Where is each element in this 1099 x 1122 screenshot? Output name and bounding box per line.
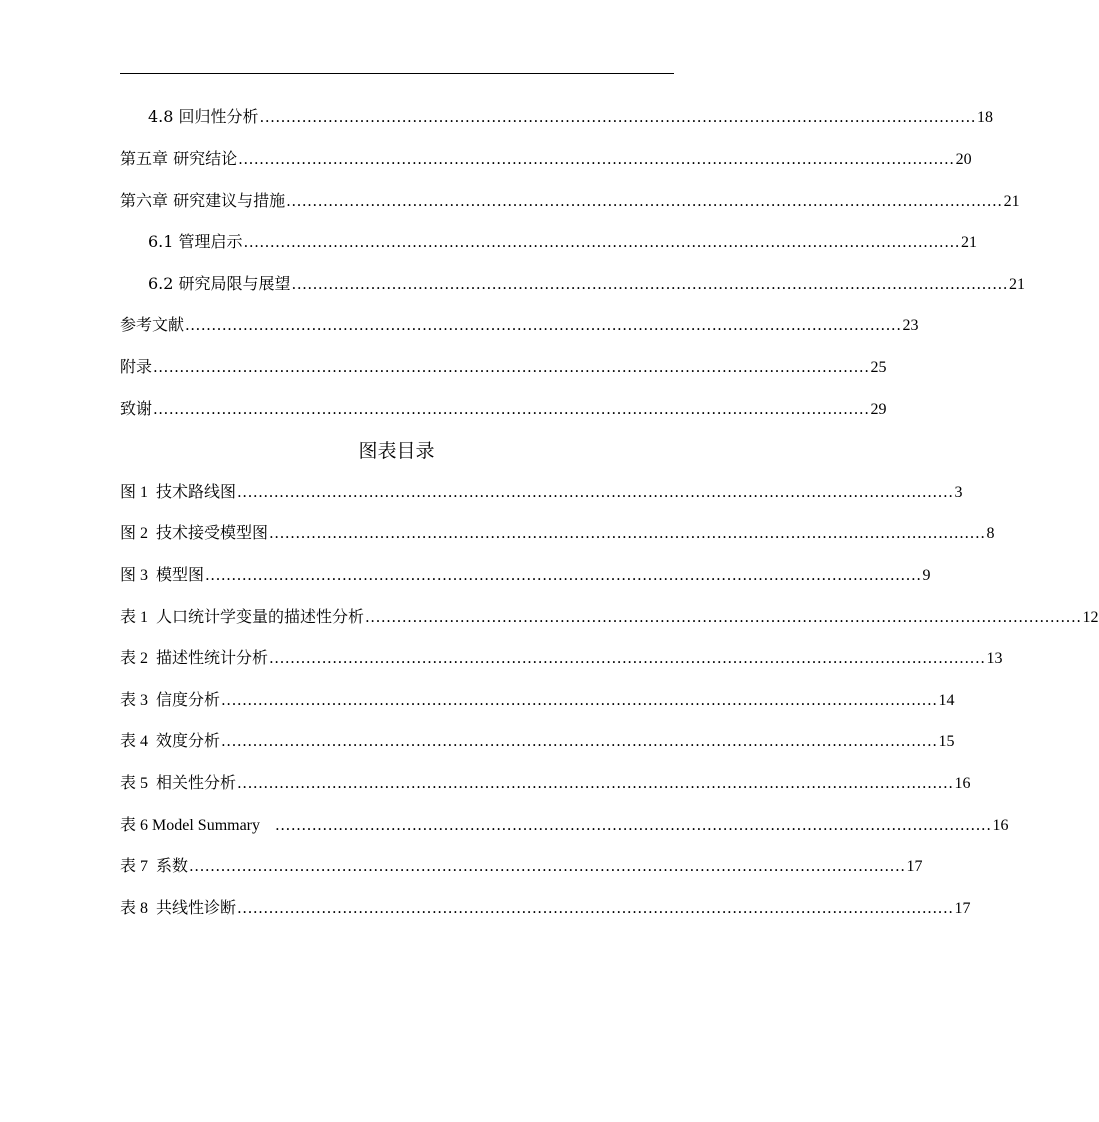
table-title: Model Summary — [152, 817, 261, 834]
toc-entry-page: 29 — [870, 401, 887, 418]
figure-entry[interactable] — [120, 480, 963, 504]
toc-entry[interactable] — [120, 355, 887, 379]
table-entry-page: 17 — [954, 900, 971, 917]
leader-dots: ........................................................................................................................................ — [153, 358, 870, 376]
table-entry[interactable] — [120, 771, 971, 795]
toc-entry-label: 附录 — [120, 357, 153, 376]
table-entry-page: 16 — [954, 775, 971, 792]
leader-dots: ........................................................................................................................................ — [221, 732, 938, 750]
header-rule — [120, 73, 674, 74]
table-prefix: 表 — [120, 731, 137, 750]
figure-entry-page: 3 — [954, 484, 963, 501]
table-prefix: 表 — [120, 898, 137, 917]
toc-entry-label: 6.1 管理启示 — [148, 232, 243, 251]
toc-entry[interactable] — [148, 230, 978, 254]
figure-prefix: 图 — [120, 482, 137, 501]
toc-entry[interactable] — [148, 272, 1026, 296]
leader-dots: ........................................................................................................................................ — [153, 400, 870, 418]
table-prefix: 表 — [120, 607, 137, 626]
table-entry-label — [120, 896, 236, 921]
leader-dots: ........................................................................................................................................ — [189, 857, 906, 875]
table-number: 8 — [140, 900, 149, 917]
leader-dots: ........................................................................................................................................ — [237, 774, 954, 792]
table-number: 3 — [140, 692, 149, 709]
leader-dots: ........................................................................................................................................ — [243, 233, 961, 251]
figure-prefix: 图 — [120, 565, 137, 584]
leader-dots: ........................................................................................................................................ — [269, 524, 986, 542]
leader-dots: ........................................................................................................................................ — [237, 899, 954, 917]
figure-number: 3 — [140, 567, 149, 584]
toc-entry-label: 致谢 — [120, 399, 153, 418]
table-number: 2 — [140, 650, 149, 667]
table-entry[interactable] — [120, 729, 955, 753]
table-prefix: 表 — [120, 856, 137, 875]
table-number: 6 — [140, 817, 149, 834]
table-prefix: 表 — [120, 690, 137, 709]
figure-title: 技术接受模型图 — [156, 523, 269, 542]
table-prefix: 表 — [120, 815, 137, 834]
table-title: 相关性分析 — [156, 773, 237, 792]
figure-entry[interactable] — [120, 521, 995, 545]
figure-entry-page: 8 — [986, 525, 995, 542]
toc-entry-page: 20 — [955, 151, 972, 168]
toc-entry-label: 6.2 研究局限与展望 — [148, 274, 291, 293]
table-entry-page: 14 — [938, 692, 955, 709]
toc-entry-label: 4.8 回归性分析 — [148, 107, 259, 126]
toc-entry[interactable] — [120, 397, 887, 421]
figure-entry-label — [120, 480, 236, 505]
table-number: 5 — [140, 775, 149, 792]
table-entry-page: 17 — [906, 858, 923, 875]
leader-dots: ........................................................................................................................................ — [221, 691, 938, 709]
table-entry-label — [120, 688, 220, 713]
leader-dots: ........................................................................................................................................ — [269, 649, 986, 667]
figure-entry-page: 9 — [922, 567, 931, 584]
toc-entry-page: 21 — [961, 234, 978, 251]
figure-title: 模型图 — [156, 565, 205, 584]
figure-entry-label — [120, 563, 204, 588]
table-title: 系数 — [156, 856, 189, 875]
table-entry-label — [120, 771, 236, 796]
table-entry-page: 13 — [986, 650, 1003, 667]
leader-dots: ........................................................................................................................................ — [291, 275, 1009, 293]
table-number: 1 — [140, 609, 149, 626]
table-entry-label — [120, 646, 268, 671]
leader-dots: ........................................................................................................................................ — [286, 192, 1003, 210]
table-prefix: 表 — [120, 648, 137, 667]
table-entry[interactable] — [120, 688, 955, 712]
toc-entry-page: 21 — [1003, 193, 1020, 210]
table-title: 人口统计学变量的描述性分析 — [156, 607, 365, 626]
table-entry-label — [120, 854, 188, 879]
leader-dots: ........................................................................................................................................ — [275, 816, 992, 834]
toc-entry-page: 18 — [977, 109, 994, 126]
leader-dots: ........................................................................................................................................ — [185, 316, 902, 334]
toc-entry-page: 25 — [870, 359, 887, 376]
table-title: 信度分析 — [156, 690, 221, 709]
table-title: 共线性诊断 — [156, 898, 237, 917]
toc-entry[interactable] — [120, 313, 919, 337]
figure-number: 1 — [140, 484, 149, 501]
figure-entry-label — [120, 521, 268, 546]
leader-dots: ........................................................................................................................................ — [237, 483, 954, 501]
toc-entry[interactable] — [120, 147, 972, 171]
table-prefix: 表 — [120, 773, 137, 792]
toc-entry-label: 第五章 研究结论 — [120, 149, 238, 168]
table-entry-page: 16 — [992, 817, 1009, 834]
figure-prefix: 图 — [120, 523, 137, 542]
table-entry-label — [120, 813, 274, 838]
table-number: 7 — [140, 858, 149, 875]
toc-entry-label: 参考文献 — [120, 315, 185, 334]
figures-list-title: 图表目录 — [358, 440, 435, 462]
leader-dots: ........................................................................................................................................ — [259, 108, 977, 126]
toc-entry-page: 23 — [902, 317, 919, 334]
table-entry-page: 15 — [938, 733, 955, 750]
leader-dots: ........................................................................................................................................ — [238, 150, 955, 168]
toc-entry[interactable] — [120, 189, 1020, 213]
table-entry[interactable] — [120, 854, 923, 878]
table-entry[interactable] — [120, 813, 1009, 837]
figure-title: 技术路线图 — [156, 482, 237, 501]
table-entry-label — [120, 605, 364, 630]
toc-entry-label: 第六章 研究建议与措施 — [120, 191, 286, 210]
table-entry-label — [120, 729, 220, 754]
table-title: 效度分析 — [156, 731, 221, 750]
table-entry[interactable] — [120, 896, 971, 920]
table-number: 4 — [140, 733, 149, 750]
leader-dots: ........................................................................................................................................ — [205, 566, 922, 584]
leader-dots: ........................................................................................................................................ — [365, 608, 1082, 626]
figure-entry[interactable] — [120, 563, 931, 587]
table-entry[interactable] — [120, 646, 1003, 670]
table-entry-page: 12 — [1082, 609, 1099, 626]
table-title: 描述性统计分析 — [156, 648, 269, 667]
toc-entry[interactable] — [148, 105, 994, 129]
table-entry[interactable] — [120, 605, 1099, 629]
figure-number: 2 — [140, 525, 149, 542]
toc-entry-page: 21 — [1009, 276, 1026, 293]
